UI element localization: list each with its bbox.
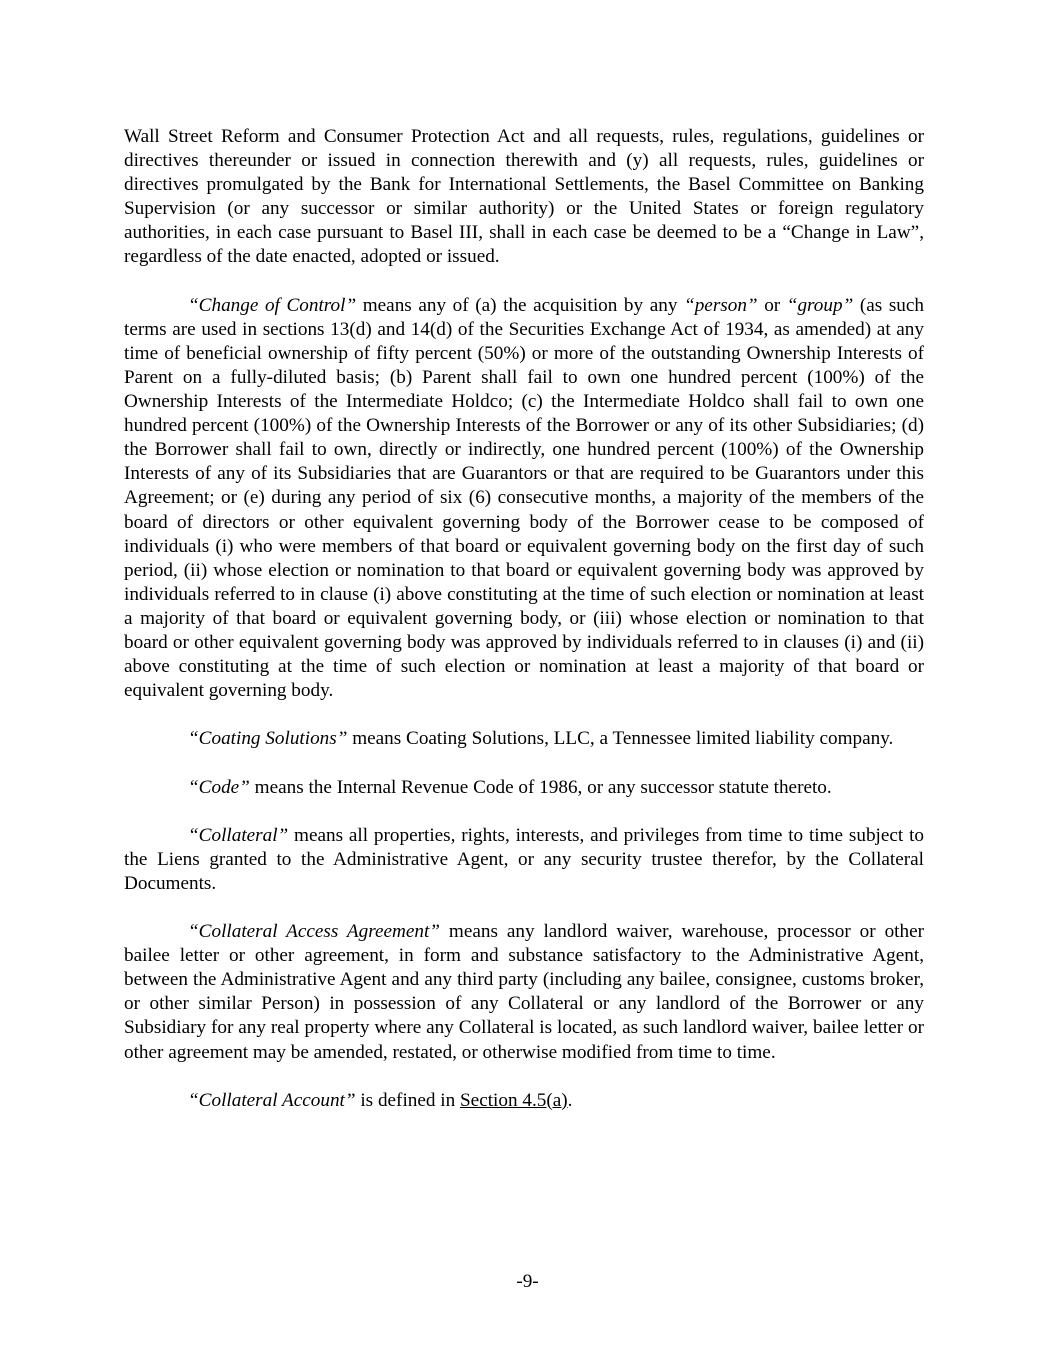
paragraph-change-in-law-continued: Wall Street Reform and Consumer Protection Act and all requests, rules, regulations, guidelines or directives thereunder or issued in connection therewith and (y) all requests, rules, guidelines or directives promulgated by the Bank for International Settlements, the Basel Committee on Banking Supervision (or any successor or similar authority) or the United States or foreign regulatory authorities, in each case pursuant to Basel III, shall in each case be deemed to be a “Change in Law”, regardless of the date enacted, adopted or issued.	[124, 126, 924, 268]
definition-text: is defined in	[355, 1089, 460, 1111]
defined-term: “Collateral Access Agreement”	[188, 921, 440, 943]
definition-text: means any of (a) the acquisition by any	[356, 294, 685, 316]
section-reference-link[interactable]: Section 4.5(a)	[460, 1089, 568, 1111]
defined-term: “Collateral Account”	[188, 1089, 356, 1111]
definition-collateral	[124, 824, 924, 896]
definition-text-end: .	[567, 1089, 573, 1111]
document-page	[124, 125, 924, 1137]
definition-text: means any landlord waiver, warehouse, processor or other bailee letter or other agreement, in form and substance satisfactory to the Administrative Agent, between the Administrative Agent and any third party (including any bailee, consignee, customs broker, or other similar Person) in possession of any Collateral or any landlord of the Borrower or any Subsidiary for any real property where any Collateral is located, as such landlord waiver, bailee letter or other agreement may be amended, restated, or otherwise modified from time to time.	[124, 921, 925, 1063]
definition-collateral-account	[124, 1089, 924, 1113]
definition-text: means the Internal Revenue Code of 1986, or any successor statute thereto.	[249, 776, 832, 798]
definition-text: (as such terms are used in sections 13(d) and 14(d) of the Securities Exchange Act of 1934, as amended) at any time of beneficial ownership of fifty percent (50%) or more of the outstanding Ownership Interests of Parent on a fully-diluted basis; (b) Parent shall fail to own one hundred percent (100%) of the Ownership Interests of the Intermediate Holdco; (c) the Intermediate Holdco shall fail to own one hundred percent (100%) of the Ownership Interests of the Borrower or any of its other Subsidiaries; (d) the Borrower shall fail to own, directly or indirectly, one hundred percent (100%) of the Ownership Interests of any of its Subsidiaries that are Guarantors or that are required to be Guarantors under this Agreement; or (e) during any period of six (6) consecutive months, a majority of the members of the board of directors or other equivalent governing body of the Borrower cease to be composed of individuals (i) who were members of that board or equivalent governing body on the first day of such period, (ii) whose election or nomination to that board or equivalent governing body was approved by individuals referred to in clause (i) above constituting at the time of such election or nomination at least a majority of that board or equivalent governing body, or (iii) whose election or nomination to that board or other equivalent governing body was approved by individuals referred to in clauses (i) and (ii) above constituting at the time of such election or nomination at least a majority of that board or equivalent governing body.	[124, 294, 924, 702]
definition-text: or	[757, 294, 787, 316]
defined-term: “Coating Solutions”	[188, 728, 348, 750]
definition-code	[124, 776, 924, 800]
definition-coating-solutions	[124, 727, 924, 751]
defined-term: “Change of Control”	[188, 294, 357, 316]
definition-change-of-control	[124, 294, 924, 704]
defined-term: “Collateral”	[188, 824, 289, 846]
definition-text: means Coating Solutions, LLC, a Tennessee limited liability company.	[347, 728, 894, 750]
defined-term-person: “person”	[684, 294, 758, 316]
page-number: -9-	[516, 1271, 539, 1292]
defined-term: “Code”	[188, 776, 250, 798]
defined-term-group: “group”	[786, 294, 854, 316]
definition-text: means all properties, rights, interests, and privileges from time to time subject to the Liens granted to the Administrative Agent, or any security trustee therefor, by the Collateral Documents.	[124, 824, 924, 894]
definition-collateral-access-agreement	[124, 920, 924, 1065]
